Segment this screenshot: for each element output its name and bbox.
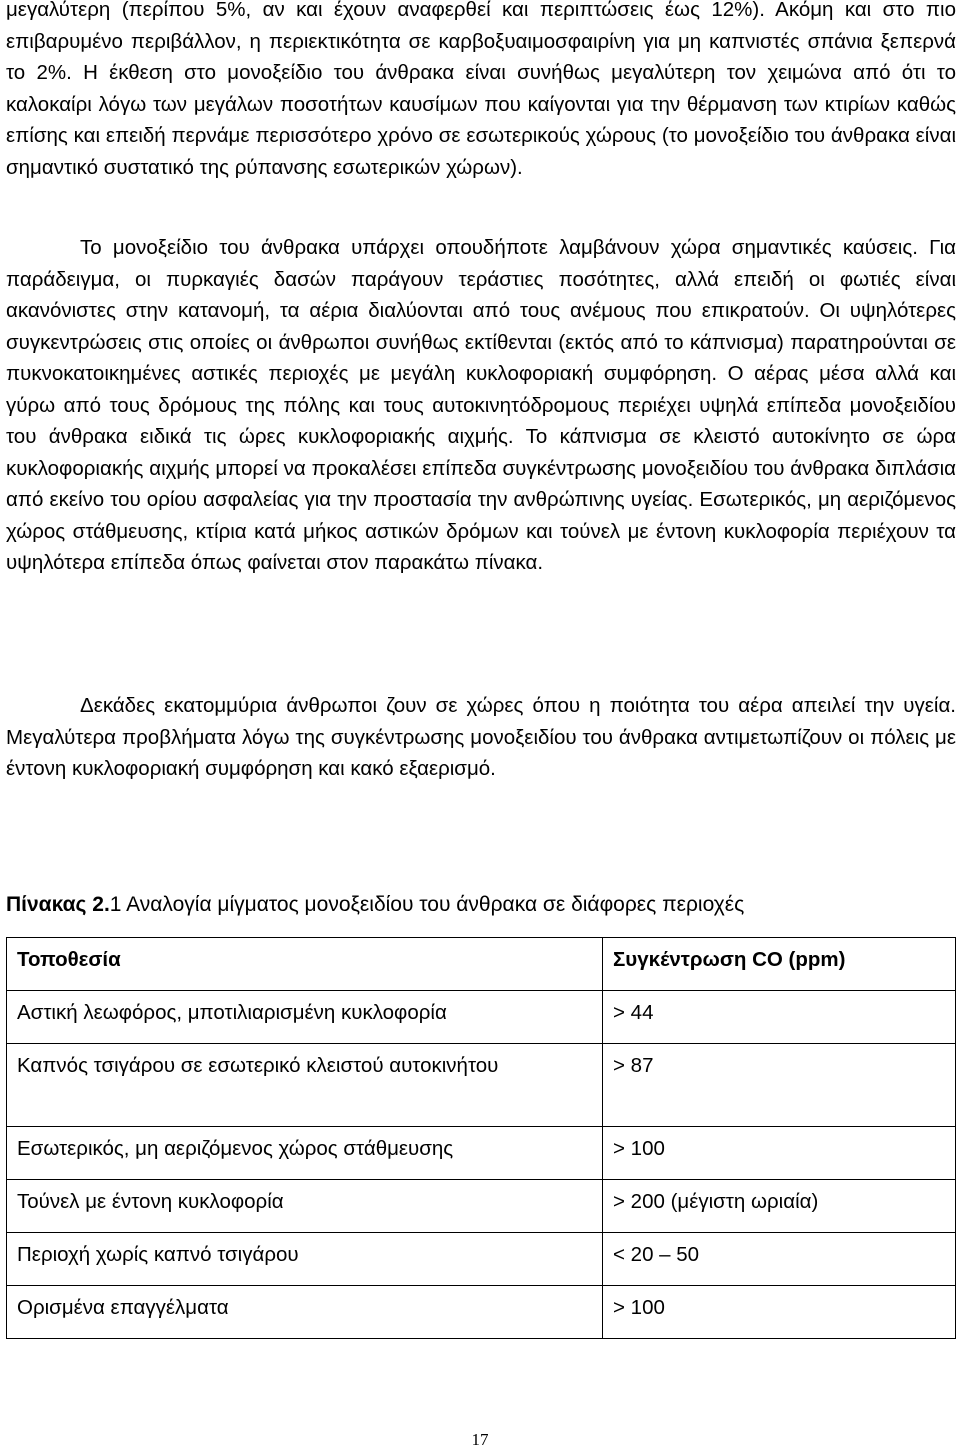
table-row bbox=[7, 1044, 956, 1127]
table-row bbox=[7, 1180, 956, 1233]
table-row bbox=[7, 1127, 956, 1180]
header-location: Τοποθεσία bbox=[7, 938, 603, 991]
table-row bbox=[7, 1233, 956, 1286]
table-header-row bbox=[7, 938, 956, 991]
cell-location: Αστική λεωφόρος, μποτιλιαρισμένη κυκλοφορία bbox=[7, 991, 603, 1044]
cell-concentration: > 87 bbox=[603, 1044, 956, 1127]
cell-concentration: > 200 (μέγιστη ωριαία) bbox=[603, 1180, 956, 1233]
cell-location: Καπνός τσιγάρου σε εσωτερικό κλειστού αυτοκινήτου bbox=[7, 1044, 603, 1127]
cell-concentration: > 100 bbox=[603, 1286, 956, 1339]
cell-location: Εσωτερικός, μη αεριζόμενος χώρος στάθμευσης bbox=[7, 1127, 603, 1180]
paragraph-2: Το μονοξείδιο του άνθρακα υπάρχει οπουδήποτε λαμβάνουν χώρα σημαντικές καύσεις. Για παράδειγμα, οι πυρκαγιές δασών παράγουν τεράστιες ποσότητες, αλλά επειδή οι φωτιές είναι ακανόνιστες στην κατανομή, τα αέρια διαλύονται από τους ανέμους που επικρατούν. Οι υψηλότερες συγκεντρώσεις στις οποίες οι άνθρωποι συνήθως εκτίθενται (εκτός από το κάπνισμα) παρατηρούνται σε πυκνοκατοικημένες αστικές περιοχές με μεγάλη κυκλοφοριακή συμφόρηση. Ο αέρας μέσα αλλά και γύρω από τους δρόμους της πόλης και τους αυτοκινητόδρομους περιέχει υψηλά επίπεδα μονοξειδίου του άνθρακα ειδικά τις ώρες κυκλοφοριακής αιχμής. Το κάπνισμα σε κλειστό αυτοκίνητο σε ώρα κυκλοφοριακής αιχμής μπορεί να προκαλέσει επίπεδα συγκέντρωσης μονοξειδίου του άνθρακα διπλάσια από εκείνο του ορίου ασφαλείας για την προστασία την ανθρώπινης υγείας. Εσωτερικός, μη αεριζόμενος χώρος στάθμευσης, κτίρια κατά μήκος αστικών δρόμων και τούνελ με έντονη κυκλοφορία περιέχουν τα υψηλότερα επίπεδα όπως φαίνεται στον παρακάτω πίνακα. bbox=[6, 236, 956, 574]
table-caption-text: Αναλογία μίγματος μονοξειδίου του άνθρακα σε διάφορες περιοχές bbox=[121, 893, 745, 916]
table-caption-number: 1 bbox=[109, 893, 122, 916]
cell-concentration: < 20 – 50 bbox=[603, 1233, 956, 1286]
cell-location: Περιοχή χωρίς καπνό τσιγάρου bbox=[7, 1233, 603, 1286]
co-concentration-table bbox=[6, 937, 956, 1339]
header-concentration: Συγκέντρωση CO (ppm) bbox=[603, 938, 956, 991]
table-caption-label: Πίνακας 2. bbox=[6, 893, 110, 916]
table-caption bbox=[6, 890, 956, 920]
cell-concentration: > 100 bbox=[603, 1127, 956, 1180]
table-row bbox=[7, 991, 956, 1044]
table-row bbox=[7, 1286, 956, 1339]
cell-location: Τούνελ με έντονη κυκλοφορία bbox=[7, 1180, 603, 1233]
cell-concentration: > 44 bbox=[603, 991, 956, 1044]
page-number: 17 bbox=[471, 1430, 489, 1449]
paragraph-3: Δεκάδες εκατομμύρια άνθρωποι ζουν σε χώρες όπου η ποιότητα του αέρα απειλεί την υγεία. Μεγαλύτερα προβλήματα λόγω της συγκέντρωσης μονοξειδίου του άνθρακα αντιμετωπίζουν οι πόλεις με έντονη κυκλοφοριακή συμφόρηση και κακό εξαερισμό. bbox=[6, 694, 956, 780]
cell-location: Ορισμένα επαγγέλματα bbox=[7, 1286, 603, 1339]
paragraph-1: μεγαλύτερη (περίπου 5%, αν και έχουν αναφερθεί και περιπτώσεις έως 12%). Ακόμη και στο πιο επιβαρυμένο περιβάλλον, η περιεκτικότητα σε καρβοξυαιμοσφαιρίνη για μη καπνιστές σπάνια ξεπερνά το 2%. Η έκθεση στο μονοξείδιο του άνθρακα είναι συνήθως μεγαλύτερη τον χειμώνα από ότι το καλοκαίρι λόγω των μεγάλων ποσοτήτων καυσίμων που καίγονται για την θέρμανση των κτιρίων καθώς επίσης και επειδή περνάμε περισσότερο χρόνο σε εσωτερικούς χώρους (το μονοξείδιο του άνθρακα είναι σημαντικό συστατικό της ρύπανσης εσωτερικών χώρων). bbox=[6, 0, 956, 179]
